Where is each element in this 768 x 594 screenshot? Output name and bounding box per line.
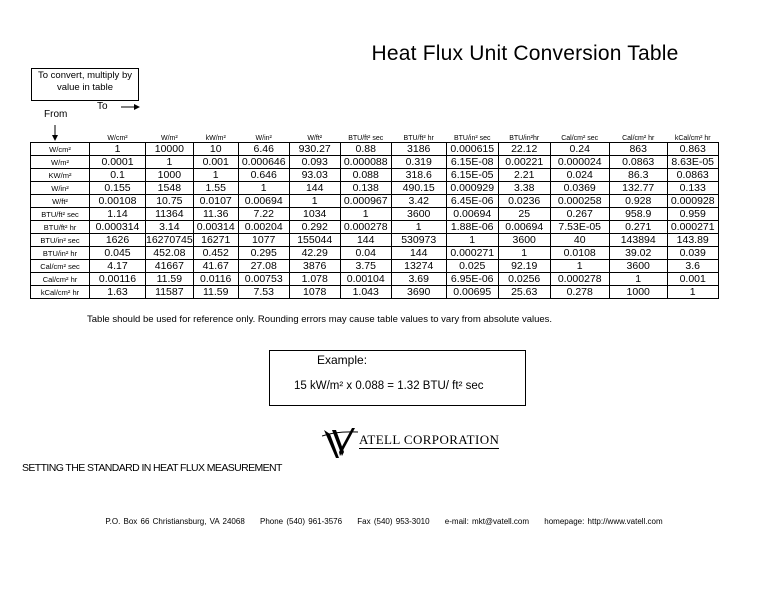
table-cell: 1: [446, 234, 498, 247]
table-cell: 0.000929: [446, 182, 498, 195]
table-cell: 0.00694: [498, 221, 550, 234]
from-label: From: [44, 109, 68, 120]
table-cell: 0.000271: [667, 221, 718, 234]
table-cell: 0.000088: [340, 156, 391, 169]
table-row: [31, 169, 719, 182]
table-cell: 0.0369: [550, 182, 609, 195]
column-header: W/ft²: [307, 135, 323, 142]
table-cell: 25: [498, 208, 550, 221]
table-cell: 143894: [609, 234, 667, 247]
table-row: [31, 234, 719, 247]
table-row: [31, 195, 719, 208]
table-cell: 11587: [146, 286, 194, 299]
row-label: kCal/cm² hr: [31, 286, 90, 299]
table-cell: 144: [391, 247, 446, 260]
table-cell: 0.319: [391, 156, 446, 169]
table-cell: 0.00694: [446, 208, 498, 221]
table-cell: 0.00314: [193, 221, 238, 234]
footer-fax: Fax (540) 953-3010: [357, 517, 430, 526]
column-header: BTU/in² sec: [453, 135, 491, 142]
table-cell: 86.3: [609, 169, 667, 182]
table-cell: 0.00104: [340, 273, 391, 286]
table-cell: 0.00694: [238, 195, 289, 208]
table-cell: 1.078: [289, 273, 340, 286]
page-title: Heat Flux Unit Conversion Table: [371, 42, 679, 65]
table-row: [31, 247, 719, 260]
table-cell: 25.63: [498, 286, 550, 299]
table-cell: 3.6: [667, 260, 718, 273]
table-cell: 41.67: [193, 260, 238, 273]
table-cell: 3186: [391, 143, 446, 156]
conversion-table: [30, 130, 719, 299]
table-cell: 2.21: [498, 169, 550, 182]
row-label: Cal/cm² hr: [31, 273, 90, 286]
table-row: [31, 182, 719, 195]
table-cell: 11.59: [193, 286, 238, 299]
table-cell: 3600: [498, 234, 550, 247]
table-cell: 0.0256: [498, 273, 550, 286]
table-cell: 0.00116: [90, 273, 146, 286]
table-cell: 1.55: [193, 182, 238, 195]
table-cell: 0.271: [609, 221, 667, 234]
table-cell: 0.000278: [340, 221, 391, 234]
table-cell: 0.045: [90, 247, 146, 260]
row-label: Cal/cm² sec: [31, 260, 90, 273]
table-cell: 3.69: [391, 273, 446, 286]
row-label: W/in²: [31, 182, 90, 195]
table-cell: 0.00695: [446, 286, 498, 299]
table-cell: 0.001: [193, 156, 238, 169]
column-header: BTU/ft² hr: [403, 135, 434, 142]
table-cell: 1: [550, 260, 609, 273]
table-cell: 1: [340, 208, 391, 221]
table-cell: 3.42: [391, 195, 446, 208]
table-cell: 0.0107: [193, 195, 238, 208]
table-cell: 1: [498, 247, 550, 260]
table-row: [31, 143, 719, 156]
table-cell: 41667: [146, 260, 194, 273]
right-arrow-icon: [120, 101, 142, 113]
table-cell: 11.59: [146, 273, 194, 286]
table-cell: 3876: [289, 260, 340, 273]
table-cell: 0.000615: [446, 143, 498, 156]
table-cell: 6.45E-06: [446, 195, 498, 208]
table-body: [31, 143, 719, 299]
table-cell: 6.15E-05: [446, 169, 498, 182]
table-cell: 7.22: [238, 208, 289, 221]
table-cell: 1626: [90, 234, 146, 247]
row-label: W/ft²: [31, 195, 90, 208]
table-cell: 0.024: [550, 169, 609, 182]
table-cell: 0.267: [550, 208, 609, 221]
table-cell: 0.133: [667, 182, 718, 195]
table-cell: 144: [289, 182, 340, 195]
table-cell: 0.0001: [90, 156, 146, 169]
table-cell: 7.53E-05: [550, 221, 609, 234]
table-cell: 1034: [289, 208, 340, 221]
table-row: [31, 208, 719, 221]
footer: [0, 517, 768, 526]
column-header: Cal/cm² sec: [561, 135, 599, 142]
table-cell: 3.38: [498, 182, 550, 195]
table-cell: 0.000967: [340, 195, 391, 208]
table-cell: 0.292: [289, 221, 340, 234]
to-label: To: [97, 101, 108, 112]
table-cell: 1078: [289, 286, 340, 299]
table-cell: 0.001: [667, 273, 718, 286]
table-cell: 1.63: [90, 286, 146, 299]
column-header: Cal/cm² hr: [622, 135, 655, 142]
table-cell: 40: [550, 234, 609, 247]
table-cell: 0.000646: [238, 156, 289, 169]
table-cell: 3690: [391, 286, 446, 299]
table-cell: 6.95E-06: [446, 273, 498, 286]
table-row: [31, 260, 719, 273]
table-cell: 0.00753: [238, 273, 289, 286]
table-cell: 1: [667, 286, 718, 299]
row-label: BTU/ft² hr: [31, 221, 90, 234]
table-cell: 1548: [146, 182, 194, 195]
table-cell: 4.17: [90, 260, 146, 273]
table-cell: 1000: [609, 286, 667, 299]
table-cell: 8.63E-05: [667, 156, 718, 169]
table-cell: 0.000278: [550, 273, 609, 286]
table-cell: 1: [609, 273, 667, 286]
table-cell: 93.03: [289, 169, 340, 182]
table-cell: 0.000271: [446, 247, 498, 260]
table-cell: 1: [146, 156, 194, 169]
table-cell: 39.02: [609, 247, 667, 260]
corner-cell: [31, 130, 90, 143]
table-cell: 0.000258: [550, 195, 609, 208]
row-label: BTU/ft² sec: [31, 208, 90, 221]
table-cell: 0.000928: [667, 195, 718, 208]
table-row: [31, 156, 719, 169]
row-label: BTU/in² sec: [31, 234, 90, 247]
column-header: BTU/ft² sec: [348, 135, 384, 142]
header-row: [31, 130, 719, 143]
table-cell: 6.46: [238, 143, 289, 156]
footer-address: P.O. Box 66 Christiansburg, VA 24068: [105, 517, 245, 526]
footer-phone: Phone (540) 961-3576: [260, 517, 343, 526]
table-cell: 0.093: [289, 156, 340, 169]
table-cell: 0.0863: [609, 156, 667, 169]
column-header: kW/m²: [205, 135, 226, 142]
table-cell: 42.29: [289, 247, 340, 260]
table-cell: 11364: [146, 208, 194, 221]
row-label: W/cm²: [31, 143, 90, 156]
disclaimer-note: Table should be used for reference only. Rounding errors may cause table values to vary from absolute values.: [87, 314, 553, 325]
table-cell: 13274: [391, 260, 446, 273]
column-header: W/m²: [161, 135, 178, 142]
row-label: W/m²: [31, 156, 90, 169]
table-cell: 0.000024: [550, 156, 609, 169]
row-label: KW/m²: [31, 169, 90, 182]
table-cell: 0.04: [340, 247, 391, 260]
table-cell: 0.039: [667, 247, 718, 260]
instruction-box: To convert, multiply by value in table: [31, 68, 139, 101]
table-cell: 0.0863: [667, 169, 718, 182]
row-label: BTU/in² hr: [31, 247, 90, 260]
table-row: [31, 273, 719, 286]
tagline: SETTING THE STANDARD IN HEAT FLUX MEASUREMENT: [22, 462, 282, 474]
table-cell: 0.863: [667, 143, 718, 156]
table-cell: 3.14: [146, 221, 194, 234]
table-cell: 16270745: [146, 233, 193, 246]
table-cell: 16271: [193, 234, 238, 247]
table-cell: 452.08: [146, 247, 194, 260]
table-cell: 1: [391, 221, 446, 234]
table-row: [31, 221, 719, 234]
table-cell: 1.88E-06: [446, 221, 498, 234]
table-cell: 0.1: [90, 169, 146, 182]
table-cell: 27.08: [238, 260, 289, 273]
column-header: W/cm²: [107, 135, 128, 142]
table-cell: 0.155: [90, 182, 146, 195]
table-cell: 1000: [146, 169, 194, 182]
table-cell: 10: [193, 143, 238, 156]
table-cell: 1: [90, 143, 146, 156]
table-cell: 0.00221: [498, 156, 550, 169]
table-cell: 155044: [289, 234, 340, 247]
table-cell: 1.14: [90, 208, 146, 221]
table-cell: 0.928: [609, 195, 667, 208]
table-cell: 1077: [238, 234, 289, 247]
table-cell: 863: [609, 143, 667, 156]
table-cell: 958.9: [609, 208, 667, 221]
table-cell: 1: [193, 169, 238, 182]
table-cell: 132.77: [609, 182, 667, 195]
table-cell: 3600: [609, 260, 667, 273]
table-cell: 92.19: [498, 260, 550, 273]
table-cell: 0.138: [340, 182, 391, 195]
table-cell: 530973: [391, 234, 446, 247]
table-cell: 6.15E-08: [446, 156, 498, 169]
table-cell: 0.0116: [193, 273, 238, 286]
column-header: BTU/in²hr: [509, 135, 540, 142]
table-cell: 0.088: [340, 169, 391, 182]
table-cell: 0.959: [667, 208, 718, 221]
example-title: Example:: [317, 353, 368, 367]
table-cell: 22.12: [498, 143, 550, 156]
example-box: [269, 350, 526, 406]
table-cell: 1: [238, 182, 289, 195]
table-cell: 0.24: [550, 143, 609, 156]
table-cell: 0.025: [446, 260, 498, 273]
table-cell: 0.278: [550, 286, 609, 299]
vatell-v-logo-icon: [322, 426, 358, 460]
table-cell: 0.295: [238, 247, 289, 260]
table-cell: 1.043: [340, 286, 391, 299]
table-cell: 144: [340, 234, 391, 247]
column-header: kCal/cm² hr: [674, 135, 711, 142]
table-cell: 7.53: [238, 286, 289, 299]
column-header: W/in²: [255, 135, 272, 142]
table-cell: 0.88: [340, 143, 391, 156]
table-cell: 0.00204: [238, 221, 289, 234]
company-name: ATELL CORPORATION: [359, 432, 500, 447]
table-cell: 318.6: [391, 169, 446, 182]
table-cell: 0.0236: [498, 195, 550, 208]
table-cell: 1: [289, 195, 340, 208]
table-cell: 0.00108: [90, 195, 146, 208]
table-row: [31, 286, 719, 299]
table-cell: 490.15: [391, 182, 446, 195]
footer-homepage[interactable]: homepage: http://www.vatell.com: [544, 517, 663, 526]
table-cell: 143.89: [667, 234, 718, 247]
table-cell: 3.75: [340, 260, 391, 273]
table-cell: 10000: [146, 143, 194, 156]
table-cell: 0.452: [193, 247, 238, 260]
table-cell: 0.0108: [550, 247, 609, 260]
example-formula: 15 kW/m² x 0.088 = 1.32 BTU/ ft² sec: [294, 380, 484, 392]
table-cell: 930.27: [289, 143, 340, 156]
table-cell: 3600: [391, 208, 446, 221]
footer-email[interactable]: e-mail: mkt@vatell.com: [444, 517, 530, 526]
table-cell: 0.000314: [90, 221, 146, 234]
table-cell: 11.36: [193, 208, 238, 221]
table-cell: 10.75: [146, 195, 194, 208]
table-cell: 0.646: [238, 169, 289, 182]
